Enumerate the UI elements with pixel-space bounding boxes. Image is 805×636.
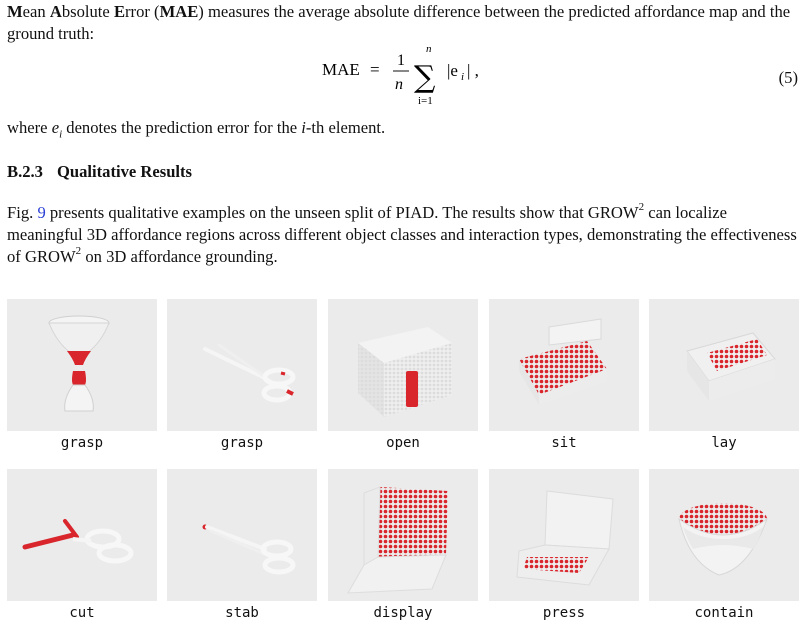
figure-panel-hourglass: [7, 299, 157, 431]
figure-cell: [7, 299, 157, 465]
math-var: e: [51, 118, 60, 137]
figure-cell: [328, 469, 478, 635]
caption-label: display: [373, 605, 433, 621]
text-run: ) measures the average absolute difference between the predicted affordance map and the ground truth:: [7, 2, 791, 43]
scissors-stab-render: [167, 469, 317, 601]
summation-sign: ∑: [414, 60, 436, 95]
caption-label: press: [542, 605, 586, 621]
mae-equation: [0, 44, 805, 106]
figure-panel-scissors-cut: [7, 469, 157, 601]
where-line: [7, 117, 799, 145]
figure-reference-link[interactable]: 9: [37, 203, 46, 222]
figure-panel-bed-lay: [649, 299, 799, 431]
caption-label: grasp: [220, 435, 264, 451]
figure-panel-laptop-display: [328, 469, 478, 601]
figure-panel-bed-sit: [489, 299, 639, 431]
fraction-numerator: 1: [397, 52, 405, 69]
section-number: B.2.3: [7, 162, 43, 181]
figure-cell: [328, 299, 478, 465]
fraction-denominator: n: [395, 76, 403, 93]
equation-equals: =: [370, 60, 380, 79]
text-run: rror (: [125, 2, 160, 21]
equation-lhs: MAE: [322, 60, 360, 79]
results-paragraph: [7, 202, 799, 268]
figure-panel-scissors: [167, 299, 317, 431]
section-title: Qualitative Results: [56, 162, 193, 181]
section-heading: [7, 162, 192, 182]
term-subscript: i: [461, 71, 465, 83]
sum-lower-limit: i=1: [418, 95, 433, 106]
figure-cell: [489, 299, 639, 465]
caption-label: contain: [694, 605, 754, 621]
scissors-cut-render: [7, 469, 157, 601]
text-run: ean: [22, 2, 50, 21]
superscript: 2: [638, 201, 645, 214]
figure-cell: [167, 299, 317, 465]
bold-letter-m: M: [7, 2, 23, 21]
figure-cell: [7, 469, 157, 635]
figure-panel-box: [328, 299, 478, 431]
figure-cell: [649, 469, 799, 635]
laptop-press-render: [489, 469, 639, 601]
figure-cell: [489, 469, 639, 635]
caption-label: cut: [69, 605, 95, 621]
box-door-render: [328, 299, 478, 431]
mae-definition-paragraph: [7, 1, 799, 45]
laptop-display-render: [328, 469, 478, 601]
text-run: -th element.: [305, 118, 386, 137]
caption-label: grasp: [60, 435, 104, 451]
caption-label: open: [386, 435, 420, 451]
text-run: denotes the prediction error for the: [62, 118, 302, 137]
bowl-render: [649, 469, 799, 601]
bed-render-sit: [489, 299, 639, 431]
caption-label: lay: [711, 435, 737, 451]
bold-acronym-mae: MAE: [159, 2, 199, 21]
figure-cell: [649, 299, 799, 465]
caption-label: sit: [551, 435, 577, 451]
superscript: 2: [75, 245, 82, 258]
text-run: on 3D affordance grounding.: [81, 247, 278, 266]
text-run: can localize meaningful 3D affordance regions across different object classes and interaction types, demonstrating the effectiveness of GROW: [7, 203, 797, 266]
bold-letter-e: E: [113, 2, 126, 21]
figure-panel-bowl: [649, 469, 799, 601]
math-index: i: [301, 118, 306, 137]
figure-panel-scissors-stab: [167, 469, 317, 601]
figure-cell: [167, 469, 317, 635]
text-run: where: [7, 118, 52, 137]
text-run: bsolute: [61, 2, 114, 21]
bed-render-lay: [649, 299, 799, 431]
text-run: Fig.: [7, 203, 38, 222]
scissors-render: [167, 299, 317, 431]
sum-upper-limit: n: [426, 44, 432, 55]
text-run: presents qualitative examples on the unseen split of PIAD. The results show that GROW: [45, 203, 639, 222]
equation-number: (5): [778, 68, 798, 87]
figure-panel-laptop-press: [489, 469, 639, 601]
math-subscript: i: [59, 128, 63, 141]
term-close: | ,: [467, 61, 479, 80]
hourglass-vase-render: [7, 299, 157, 431]
term-open: |e: [447, 61, 458, 80]
caption-label: stab: [225, 605, 259, 621]
bold-letter-a: A: [49, 2, 62, 21]
